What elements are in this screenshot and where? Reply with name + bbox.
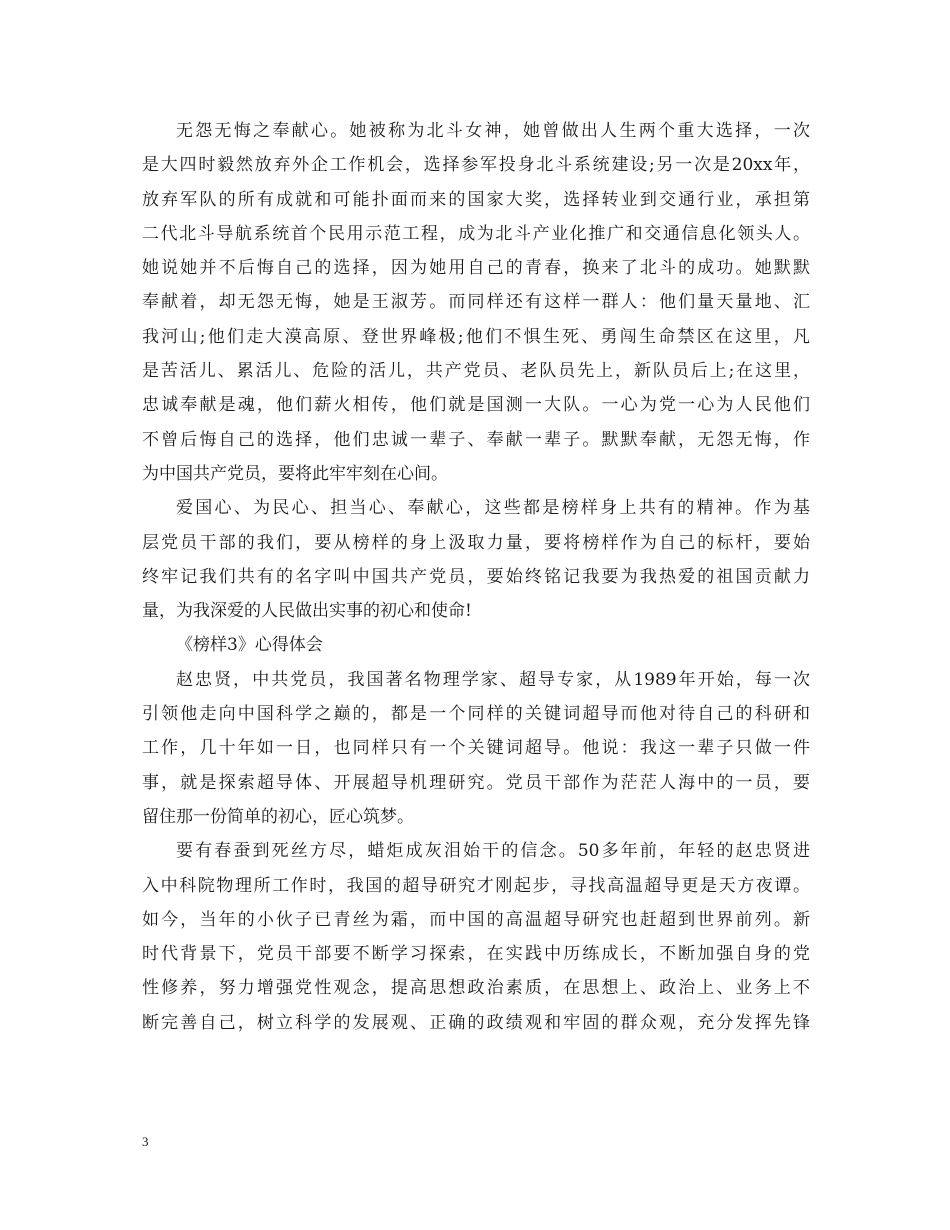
text-line: 终牢记我们共有的名字叫中国共产党员，要始终铭记我要为我热爱的祖国贡献力: [142, 566, 810, 587]
text-line: 是苦活儿、累活儿、危险的活儿，共产党员、老队员先上，新队员后上;在这里，: [142, 361, 810, 382]
text-line: 赵忠贤，中共党员，我国著名物理学家、超导专家，从1989年开始，每一次: [176, 669, 810, 690]
text-line: 我河山;他们走大漠高原、登世界峰极;他们不惧生死、勇闯生命禁区在这里，凡: [142, 326, 810, 347]
text-line: 无怨无悔之奉献心。她被称为北斗女神，她曾做出人生两个重大选择，一次: [176, 121, 810, 141]
text-line: 时代背景下，党员干部要不断学习探索，在实践中历练成长，不断加强自身的党: [142, 944, 810, 965]
text-line: 如今，当年的小伙子已青丝为霜，而中国的高温超导研究也赶超到世界前列。新: [142, 909, 810, 930]
text-line: 引领他走向中国科学之巅的，都是一个同样的关键词超导而他对待自己的科研和: [142, 704, 810, 725]
text-line: 量，为我深爱的人民做出实事的初心和使命!: [142, 601, 472, 622]
page-number: 3: [142, 1134, 149, 1149]
text-line: 入中科院物理所工作时，我国的超导研究才刚起步，寻找高温超导更是天方夜谭。: [142, 875, 810, 896]
text-line: 奉献着，却无怨无悔，她是王淑芳。而同样还有这样一群人：他们量天量地、汇: [142, 292, 810, 313]
text-line: 层党员干部的我们，要从榜样的身上汲取力量，要将榜样作为自己的标杆，要始: [142, 532, 810, 553]
text-line: 不曾后悔自己的选择，他们忠诚一辈子、奉献一辈子。默默奉献，无怨无悔，作: [142, 429, 810, 450]
text-line: 放弃军队的所有成就和可能扑面而来的国家大奖，选择转业到交通行业，承担第: [142, 189, 810, 210]
text-line: 要有春蚕到死丝方尽，蜡炬成灰泪始干的信念。50多年前，年轻的赵忠贤进: [176, 841, 810, 862]
text-line: 断完善自己，树立科学的发展观、正确的政绩观和牢固的群众观，充分发挥先锋: [142, 1012, 810, 1033]
text-line: 她说她并不后悔自己的选择，因为她用自己的青春，换来了北斗的成功。她默默: [142, 258, 810, 279]
text-line: 二代北斗导航系统首个民用示范工程，成为北斗产业化推广和交通信息化领头人。: [142, 223, 810, 244]
text-line: 爱国心、为民心、担当心、奉献心，这些都是榜样身上共有的精神。作为基: [176, 498, 810, 519]
text-line: 为中国共产党员，要将此牢牢刻在心间。: [142, 463, 448, 484]
text-line: 事，就是探索超导体、开展超导机理研究。党员干部作为茫茫人海中的一员，要: [142, 772, 810, 793]
text-line: 性修养，努力增强党性观念，提高思想政治素质，在思想上、政治上、业务上不: [142, 978, 810, 999]
text-line: 是大四时毅然放弃外企工作机会，选择参军投身北斗系统建设;另一次是20xx年，: [142, 155, 810, 176]
body-text: [142, 114, 810, 1040]
text-line: 《榜样3》心得体会: [176, 635, 323, 656]
text-line: 工作，几十年如一日，也同样只有一个关键词超导。他说：我这一辈子只做一件: [142, 738, 810, 759]
text-line: 留住那一份简单的初心，匠心筑梦。: [142, 806, 414, 827]
text-line: 忠诚奉献是魂，他们薪火相传，他们就是国测一大队。一心为党一心为人民他们: [142, 395, 810, 416]
